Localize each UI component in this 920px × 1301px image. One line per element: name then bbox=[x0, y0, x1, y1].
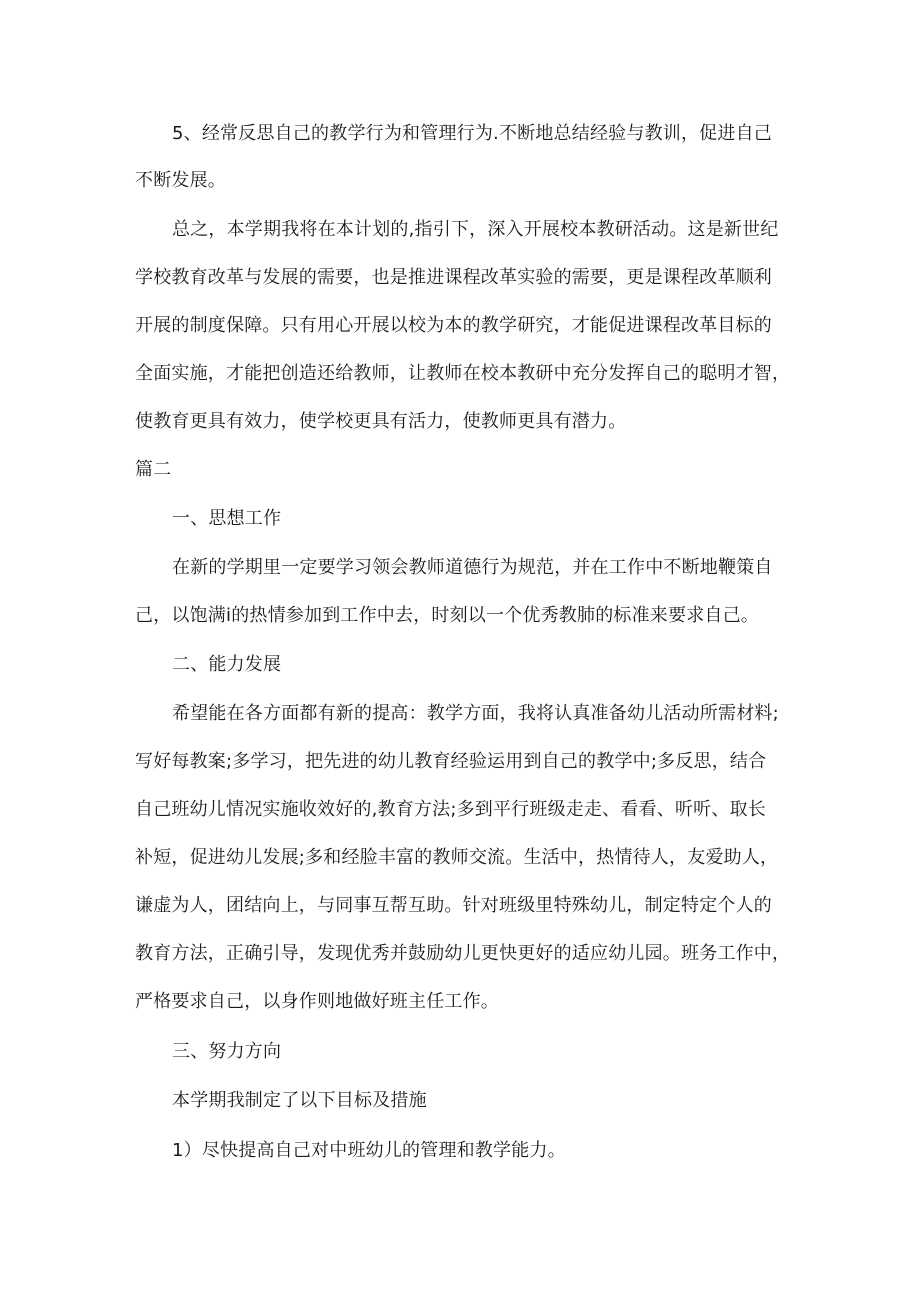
subsection-heading: 三、努力方向 bbox=[172, 1041, 282, 1062]
text-line: 教育方法，正确引导，发现优秀并鼓励幼儿更快更好的适应幼儿园。班务工作中， bbox=[135, 943, 791, 964]
text-line: 希望能在各方面都有新的提高：教学方面，我将认真准备幼儿活动所需材料; bbox=[172, 703, 779, 724]
text-line: 在新的学期里一定要学习领会教师道德行为规范，并在工作中不断地鞭策自 bbox=[172, 557, 773, 578]
text-line: 己，以饱满i的热情参加到工作中去，时刻以一个优秀教肺的标准来要求自己。 bbox=[135, 605, 759, 626]
text-line: 不断发展。 bbox=[135, 170, 226, 191]
subsection-heading: 一、思想工作 bbox=[172, 508, 282, 529]
text-line: 学校教育改革与发展的需要，也是推进课程改革实验的需要，更是课程改革顺利 bbox=[135, 267, 772, 288]
text-line: 严格要求自己，以身作则地做好班主任工作。 bbox=[135, 991, 499, 1012]
text-line: 5、经常反思自己的教学行为和管理行为.不断地总结经验与教训，促进自己 bbox=[172, 123, 772, 144]
text-line: 全面实施，才能把创造还给教师，让教师在校本教研中充分发挥自己的聪明才智， bbox=[135, 363, 791, 384]
section-heading: 篇二 bbox=[135, 459, 172, 480]
text-line: 谦虚为人，团结向上，与同事互帮互助。针对班级里特殊幼儿，制定特定个人的 bbox=[135, 895, 772, 916]
text-line: 开展的制度保障。只有用心开展以校为本的教学研究，才能促进课程改革目标的 bbox=[135, 315, 772, 336]
list-item: 1）尽快提高自己对中班幼儿的管理和教学能力。 bbox=[172, 1140, 566, 1161]
text-line: 使教育更具有效力，使学校更具有活力，使教师更具有潜力。 bbox=[135, 411, 627, 432]
text-line: 自己班幼儿情况实施收效好的,教育方法;多到平行班级走走、看看、听听、取长 bbox=[135, 799, 766, 820]
text-line: 写好每教案;多学习，把先进的幼儿教育经验运用到自己的教学中;多反思，结合 bbox=[135, 751, 767, 772]
text-line: 总之，本学期我将在本计划的,指引下，深入开展校本教研活动。这是新世纪 bbox=[172, 219, 779, 240]
text-line: 本学期我制定了以下目标及措施 bbox=[172, 1090, 427, 1111]
subsection-heading: 二、能力发展 bbox=[172, 654, 282, 675]
text-line: 补短，促进幼儿发展;多和经脸丰富的教师交流。生活中，热情待人，友爱助人， bbox=[135, 847, 779, 868]
